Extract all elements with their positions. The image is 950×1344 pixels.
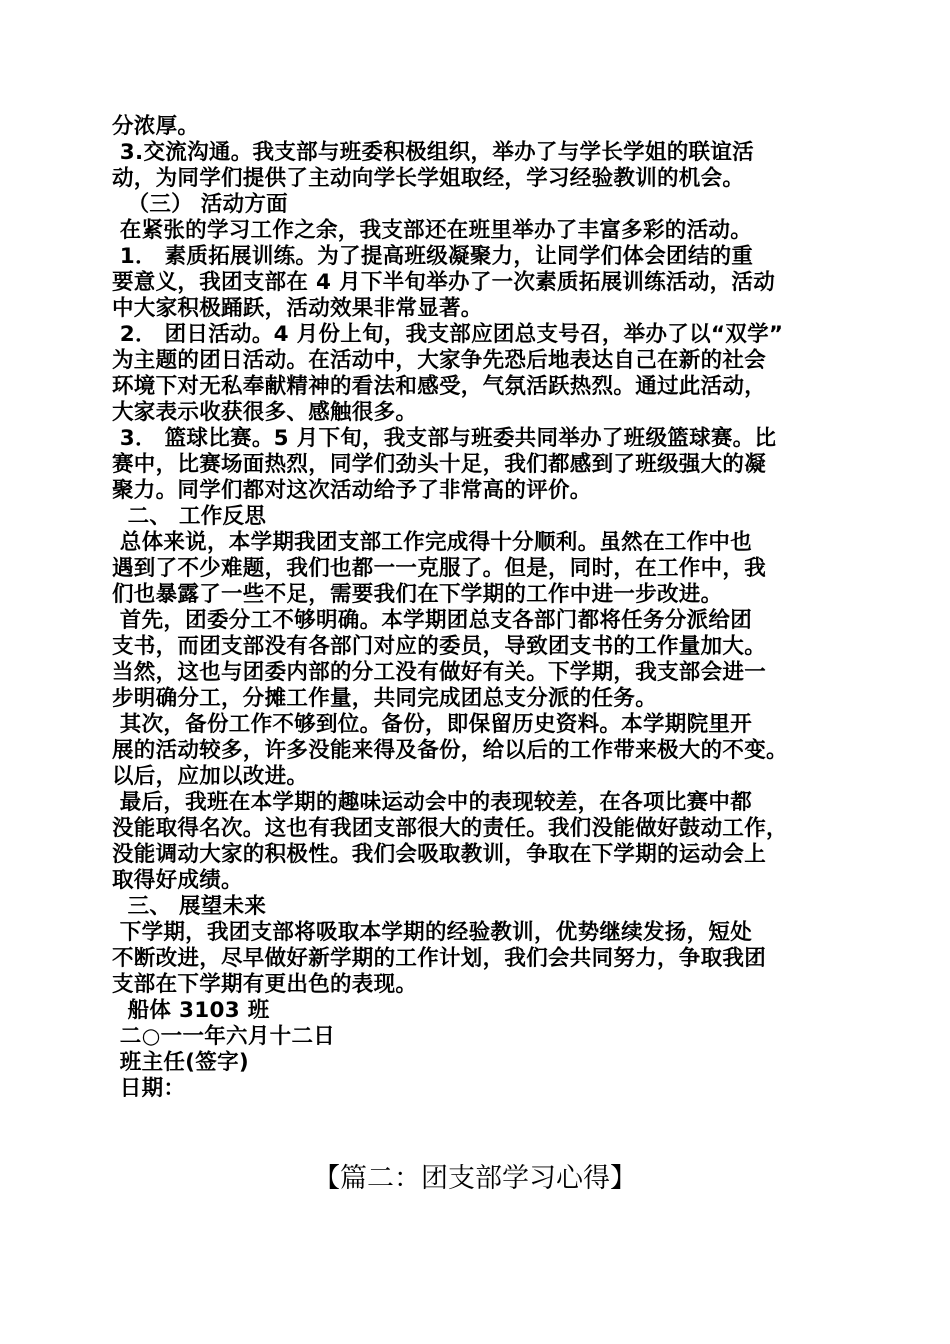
text-line: 取得好成绩。 — [112, 868, 243, 893]
text-line: 动，为同学们提供了主动向学长学姐取经，学习经验教训的机会。 — [112, 166, 745, 191]
class-name: 船体 3103 班 — [112, 998, 270, 1023]
text-line: 总体来说，本学期我团支部工作完成得十分顺利。虽然在工作中也 — [112, 530, 752, 555]
text-line: 支书，而团支部没有各部门对应的委员，导致团支书的工作量加大。 — [112, 634, 767, 659]
text-line: 首先，团委分工不够明确。本学期团总支各部门都将任务分派给团 — [112, 608, 752, 633]
text-line: 赛中，比赛场面热烈，同学们劲头十足，我们都感到了班级强大的凝 — [112, 452, 767, 477]
section-heading: 三、 展望未来 — [112, 894, 267, 919]
text-line: 3． 篮球比赛。5 月下旬，我支部与班委共同举办了班级篮球赛。比 — [112, 426, 777, 451]
text-line: 没能取得名次。这也有我团支部很大的责任。我们没能做好鼓动工作， — [112, 816, 788, 841]
text-line: 们也暴露了一些不足，需要我们在下学期的工作中进一步改进。 — [112, 582, 723, 607]
text-line: 当然，这也与团委内部的分工没有做好有关。下学期，我支部会进一 — [112, 660, 767, 685]
text-line: 环境下对无私奉献精神的看法和感受，气氛活跃热烈。通过此活动， — [112, 374, 767, 399]
date-line: 二○一一年六月十二日 — [112, 1024, 336, 1049]
text-line: 分浓厚。 — [112, 114, 200, 139]
text-line: 支部在下学期有更出色的表现。 — [112, 972, 418, 997]
section-heading: （三） 活动方面 — [112, 192, 288, 217]
text-line: 下学期，我团支部将吸取本学期的经验教训，优势继续发扬，短处 — [112, 920, 752, 945]
date-label: 日期： — [112, 1076, 186, 1101]
text-line: 为主题的团日活动。在活动中，大家争先恐后地表达自己在新的社会 — [112, 348, 767, 373]
text-line: 以后，应加以改进。 — [112, 764, 309, 789]
text-line: 在紧张的学习工作之余，我支部还在班里举办了丰富多彩的活动。 — [112, 218, 752, 243]
signature-label: 班主任(签字) — [112, 1050, 250, 1075]
text-line: 遇到了不少难题，我们也都一一克服了。但是，同时，在工作中，我 — [112, 556, 767, 581]
document-body — [112, 114, 852, 1102]
text-line: 不断改进，尽早做好新学期的工作计划，我们会共同努力，争取我团 — [112, 946, 767, 971]
text-line: 展的活动较多，许多没能来得及备份，给以后的工作带来极大的不变。 — [112, 738, 788, 763]
text-line: 最后，我班在本学期的趣味运动会中的表现较差，在各项比赛中都 — [112, 790, 752, 815]
text-line: 3.交流沟通。我支部与班委积极组织，举办了与学长学姐的联谊活 — [112, 140, 754, 165]
text-line: 聚力。同学们都对这次活动给予了非常高的评价。 — [112, 478, 592, 503]
text-line: 2． 团日活动。4 月份上旬，我支部应团总支号召，举办了以“双学” — [112, 322, 784, 347]
text-line: 要意义，我团支部在 4 月下半旬举办了一次素质拓展训练活动，活动 — [112, 270, 776, 295]
text-line: 步明确分工，分摊工作量，共同完成团总支分派的任务。 — [112, 686, 658, 711]
text-line: 1． 素质拓展训练。为了提高班级凝聚力，让同学们体会团结的重 — [112, 244, 754, 269]
text-line: 中大家积极踊跃，活动效果非常显著。 — [112, 296, 483, 321]
text-line: 大家表示收获很多、感触很多。 — [112, 400, 418, 425]
text-line: 没能调动大家的积极性。我们会吸取教训，争取在下学期的运动会上 — [112, 842, 767, 867]
section-heading: 二、 工作反思 — [112, 504, 267, 529]
text-line: 其次，备份工作不够到位。备份，即保留历史资料。本学期院里开 — [112, 712, 752, 737]
next-section-title: 【篇二：团支部学习心得】 — [313, 1163, 637, 1194]
